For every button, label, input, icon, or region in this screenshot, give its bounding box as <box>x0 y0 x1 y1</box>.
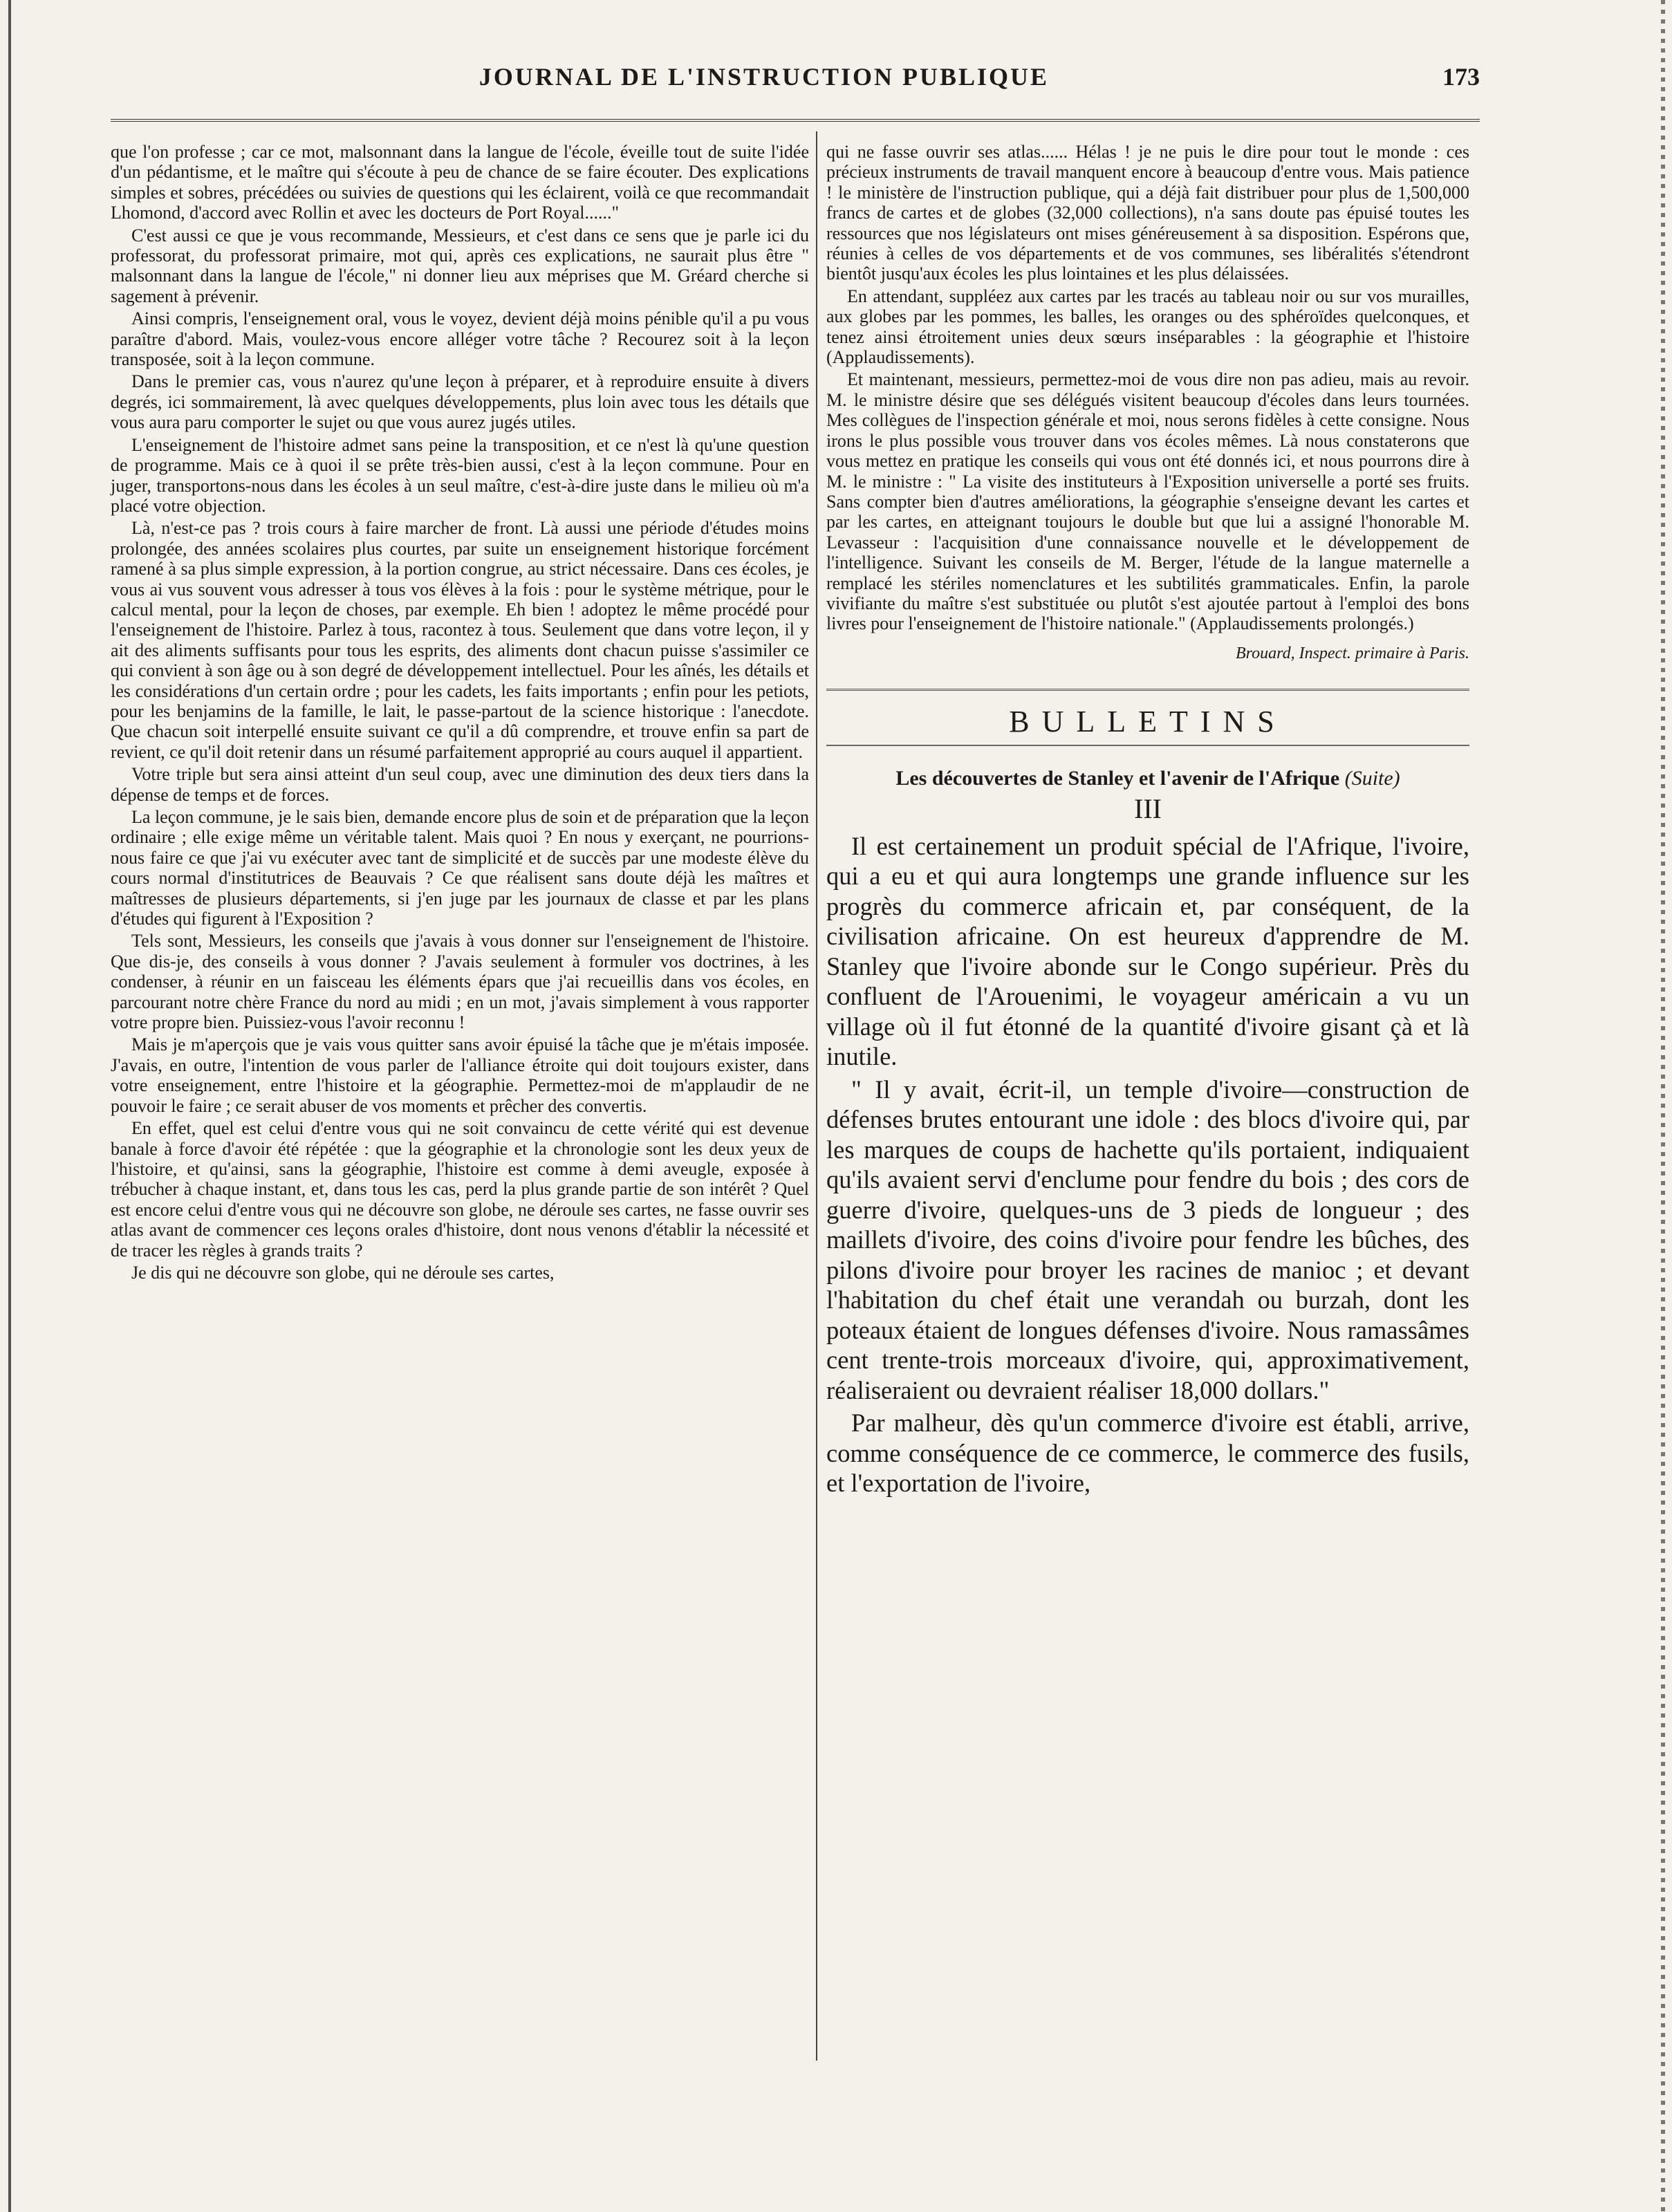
bulletins-rule <box>826 745 1469 746</box>
paragraph: qui ne fasse ouvrir ses atlas...... Hélas ! je ne puis le dire pour tout le monde : ces précieux instruments de travail manquent encore à beaucoup d'entre vous. Mais patience ! le ministère de l'instruction publique, qui a déjà fait distribuer pour plus de 1,500,000 francs de cartes et de globes (32,000 collections), n'a sans doute pas épuisé toutes les ressources que nos législateurs ont mises généreusement à sa disposition. Espérons que, réunies à celles de vos départements et de vos communes, ses libéralités s'étendront bientôt jusqu'aux écoles les plus lointaines et les plus délaissées. <box>826 142 1469 284</box>
paragraph: L'enseignement de l'histoire admet sans peine la transposition, et ce n'est là qu'une question de programme. Mais ce à quoi il se prête très-bien aussi, c'est à la leçon commune. Pour en juger, transportons-nous dans les écoles à un seul maître, c'est-à-dire juste dans le milieu où m'a placé votre objection. <box>111 434 809 516</box>
paragraph: Et maintenant, messieurs, permettez-moi de vous dire non pas adieu, mais au revoir. M. le ministre désire que ses délégués visitent beaucoup d'écoles dans leurs tournées. Mes collègues de l'inspection générale et moi, nous serons fidèles à cette consigne. Nous irons le plus possible vous trouver dans vos écoles mêmes. Là nous constaterons que vous mettez en pratique les conseils qui vous ont été donnés ici, et nous pourrons dire à M. le ministre : " La visite des instituteurs à l'Exposition universelle a porté ses fruits. Sans compter bien d'autres améliorations, la géographie s'enseigne devant les cartes et par les cartes, en atteignant toujours le double but que lui a assigné l'honorable M. Levasseur : l'acquisition d'une connaissance nouvelle et le développement de l'intelligence. Suivant les conseils de M. Berger, l'étude de la langue maternelle a remplacé les stériles nomenclatures et les subtilités grammaticales. Enfin, la parole vivifiante du maître s'est substituée ou plutôt s'est ajoutée partout à l'emploi des bons livres pour l'enseignement de l'histoire nationale." (Applaudissements prolongés.) <box>826 369 1469 634</box>
article-body <box>826 831 1469 1498</box>
paragraph: que l'on professe ; car ce mot, malsonnant dans la langue de l'école, éveille tout de suite l'idée d'un pédantisme, et le maître qui s'écoute à peu de chance de se faire écouter. Des explications simples et sobres, précédées ou suivies de questions qui les éclairent, voilà ce que recommandait Lhomond, d'accord avec Rollin et avec les docteurs de Port Royal......" <box>111 142 809 223</box>
article-paragraph: " Il y avait, écrit-il, un temple d'ivoire—construction de défenses brutes entourant une idole : des blocs d'ivoire qui, par les marques de coups de hachette qu'ils portaient, indiquaient qu'ils avaient servi d'enclume pour fendre du bois ; des cors de guerre d'ivoire, quelques-uns de 3 pieds de longueur ; des maillets d'ivoire, des coins d'ivoire pour fendre les bûches, des pilons d'ivoire pour broyer les racines de manioc ; et devant l'habitation du chef était une verandah ou burzah, dont les poteaux étaient de longues défenses d'ivoire. Nous ramassâmes cent trente-trois morceaux d'ivoire, qui, approximativement, réaliseraient ou devraient réaliser 18,000 dollars." <box>826 1075 1469 1404</box>
journal-title: JOURNAL DE L'INSTRUCTION PUBLIQUE <box>479 63 1050 91</box>
paragraph: Ainsi compris, l'enseignement oral, vous le voyez, devient déjà moins pénible qu'il a pu vous paraître d'abord. Mais, voulez-vous encore alléger votre tâche ? Recourez soit à la leçon transposée, soit à la leçon commune. <box>111 308 809 370</box>
header-rule <box>111 119 1480 122</box>
article-paragraph: Il est certainement un produit spécial de l'Afrique, l'ivoire, qui a eu et qui aura longtemps une grande influence sur les progrès du commerce africain et, par conséquent, de la civilisation africaine. On est heureux d'apprendre de M. Stanley que l'ivoire abonde sur le Congo supérieur. Près du confluent de l'Arouenimi, le voyageur américain a vu un village où il fut étonné de la quantité d'ivoire gisant çà et là inutile. <box>826 831 1469 1071</box>
paragraph: Votre triple but sera ainsi atteint d'un seul coup, avec une diminution des deux tiers dans la dépense de temps et de forces. <box>111 764 809 805</box>
paragraph: Je dis qui ne découvre son globe, qui ne déroule ses cartes, <box>131 1262 555 1283</box>
column-divider <box>816 131 817 2061</box>
page-edge-left <box>8 0 11 2212</box>
paragraph: Tels sont, Messieurs, les conseils que j'avais à vous donner sur l'enseignement de l'histoire. Que dis-je, des conseils à vous donner ? J'avais seulement à formuler vos doctrines, à les condenser, à réunir en un faisceau les éléments épars que j'ai recueillis dans vos écoles, en parcourant notre chère France du nord au midi ; en un mot, j'avais simplement à vous rapporter votre propre bien. Puissiez-vous l'avoir reconnu ! <box>111 931 809 1033</box>
paragraph: En effet, quel est celui d'entre vous qui ne soit convaincu de cette vérité qui est devenue banale à force d'avoir été répétée : que la géographie et la chronologie sont les deux yeux de l'histoire, et qu'ainsi, sans la géographie, l'histoire est comme à demi aveugle, exposée à trébucher à chaque instant, et, dans tous les cas, perd la plus grande partie de son intérêt ? Quel est encore celui d'entre vous qui ne découvre son globe, ne déroule ses cartes, ne fasse ouvrir ses atlas avant de commencer ces leçons orales d'histoire, dont nous venons d'établir la nécessité et de tracer les règles à grands traits ? <box>111 1118 809 1261</box>
page-header <box>48 62 1480 104</box>
paragraph: La leçon commune, je le sais bien, demande encore plus de soin et de préparation que la leçon ordinaire ; elle exige même un véritable talent. Mais quoi ? En nous y exerçant, ne pourrions-nous faire ce que j'ai vu exécuter avec tant de simplicité et de succès par une modeste élève du cours normal d'institutrices de Beauvais ? Ce que réalisent sans doute déjà les maîtres et maîtresses de plusieurs départements, si j'en juge par les journaux de classe et par les plans d'études qui figurent à l'Exposition ? <box>111 807 809 929</box>
section-rule <box>826 689 1469 691</box>
bulletins-heading: BULLETINS <box>1009 705 1287 739</box>
paragraph: C'est aussi ce que je vous recommande, Messieurs, et c'est dans ce sens que je parle ici du professorat, du professorat primaire, mot qui, après ces explications, ne saurait plus être " malsonnant dans la langue de l'école," ni donner lieu aux méprises que M. Gréard cherche si sagement à prévenir. <box>111 225 809 306</box>
paragraph: Mais je m'aperçois que je vais vous quitter sans avoir épuisé la tâche que je m'étais imposée. J'avais, en outre, l'intention de vous parler de l'alliance étroite qui doit toujours exister, dans votre enseignement, entre l'histoire et la géographie. Permettez-moi de m'applaudir de ne pouvoir le faire ; ce serait abuser de vos moments et prêcher des convertis. <box>111 1034 809 1116</box>
article-title <box>868 767 1428 790</box>
article-title-suffix: (Suite) <box>1344 766 1400 790</box>
left-column <box>111 142 809 1285</box>
right-column <box>826 142 1469 1501</box>
section-numeral: III <box>1134 792 1162 824</box>
paragraph: En attendant, suppléez aux cartes par les tracés au tableau noir ou sur vos murailles, aux globes par les pommes, les balles, les oranges ou des sphéroïdes quelconques, et tenez ainsi étroitement unies deux sœurs inséparables : la géographie et l'histoire (Applaudissements). <box>826 286 1469 368</box>
article-paragraph: Par malheur, dès qu'un commerce d'ivoire est établi, arrive, comme conséquence de ce commerce, le commerce des fusils, et l'exportation de l'ivoire, <box>826 1409 1469 1498</box>
paragraph: Dans le premier cas, vous n'aurez qu'une leçon à préparer, et à reproduire ensuite à divers degrés, ici sommairement, là avec quelques développements, plus loin avec tous les détails que vous aura paru comporter le sujet ou que vous aurez jugés utiles. <box>111 371 809 433</box>
article-title-text: Les découvertes de Stanley et l'avenir de l'Afrique <box>895 766 1340 790</box>
paragraph: Là, n'est-ce pas ? trois cours à faire marcher de front. Là aussi une période d'études moins prolongée, des années scolaires plus courtes, par suite un enseignement historique forcément ramené à sa plus simple expression, à la portion congrue, au strict nécessaire. Dans ces écoles, je vous ai vus souvent vous adresser à tous vos élèves à la fois : pour le système métrique, pour le calcul mental, pour la leçon de choses, par exemple. Eh bien ! adoptez le même procédé pour l'enseignement de l'histoire. Parlez à tous, racontez à tous. Seulement que dans votre leçon, il y ait des aliments suffisants pour tous les esprits, des aliments dont chacun puisse s'assimiler ce qui convient à son âge ou à son degré de développement intellectuel. Pour les aînés, les détails et les considérations d'un certain ordre ; pour les cadets, les faits importants ; enfin pour les petiots, pour les benjamins de la famille, le lait, le passe-partout de la science historique : l'anecdote. Que chacun soit interpellé ensuite suivant ce qu'il a dû comprendre, et trouve enfin sa part de revient, ce qu'il doit retenir dans un résumé parfaitement approprié au cours auquel il appartient. <box>111 518 809 762</box>
page-number: 173 <box>1442 63 1480 91</box>
author-signature: Brouard, Inspect. primaire à Paris. <box>1236 644 1469 662</box>
page-edge-right <box>1661 0 1665 2212</box>
